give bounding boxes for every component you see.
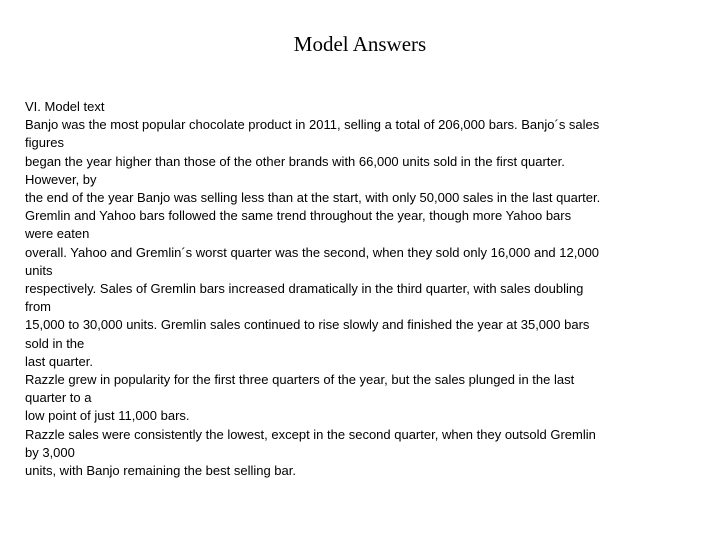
text-line: Razzle grew in popularity for the first three quarters of the year, but the sales plunged in the last: [25, 372, 575, 388]
text-line: sold in the: [25, 335, 85, 351]
text-line: last quarter.: [25, 353, 93, 369]
text-line: overall. Yahoo and Gremlin´s worst quarter was the second, when they sold only 16,000 and 12,000: [25, 244, 600, 260]
text-line: by 3,000: [25, 444, 75, 460]
text-line: low point of just 11,000 bars.: [25, 408, 190, 424]
text-line: quarter to a: [25, 390, 92, 406]
text-line: figures: [25, 135, 65, 151]
text-line: began the year higher than those of the other brands with 66,000 units sold in the first quarter.: [25, 153, 565, 169]
text-line: respectively. Sales of Gremlin bars increased dramatically in the third quarter, with sales doubling: [25, 281, 584, 297]
text-line: units: [25, 262, 53, 278]
text-line: were eaten: [25, 226, 90, 242]
text-line: the end of the year Banjo was selling less than at the start, with only 50,000 sales in the last quarter.: [25, 190, 601, 206]
text-line: Gremlin and Yahoo bars followed the same trend throughout the year, though more Yahoo bars: [25, 208, 572, 224]
text-line: from: [25, 299, 51, 315]
text-line: VI. Model text: [25, 99, 105, 114]
text-line: 15,000 to 30,000 units. Gremlin sales continued to rise slowly and finished the year at 35,000 bars: [25, 317, 590, 333]
text-line: units, with Banjo remaining the best selling bar.: [25, 463, 296, 479]
text-line: Banjo was the most popular chocolate product in 2011, selling a total of 206,000 bars. Banjo´s sales: [25, 117, 600, 133]
text-line: However, by: [25, 171, 97, 187]
text-line: Razzle sales were consistently the lowest, except in the second quarter, when they outsold Gremlin: [25, 426, 596, 442]
model-text-body: [25, 98, 705, 480]
slide-title: Model Answers: [293, 32, 427, 56]
